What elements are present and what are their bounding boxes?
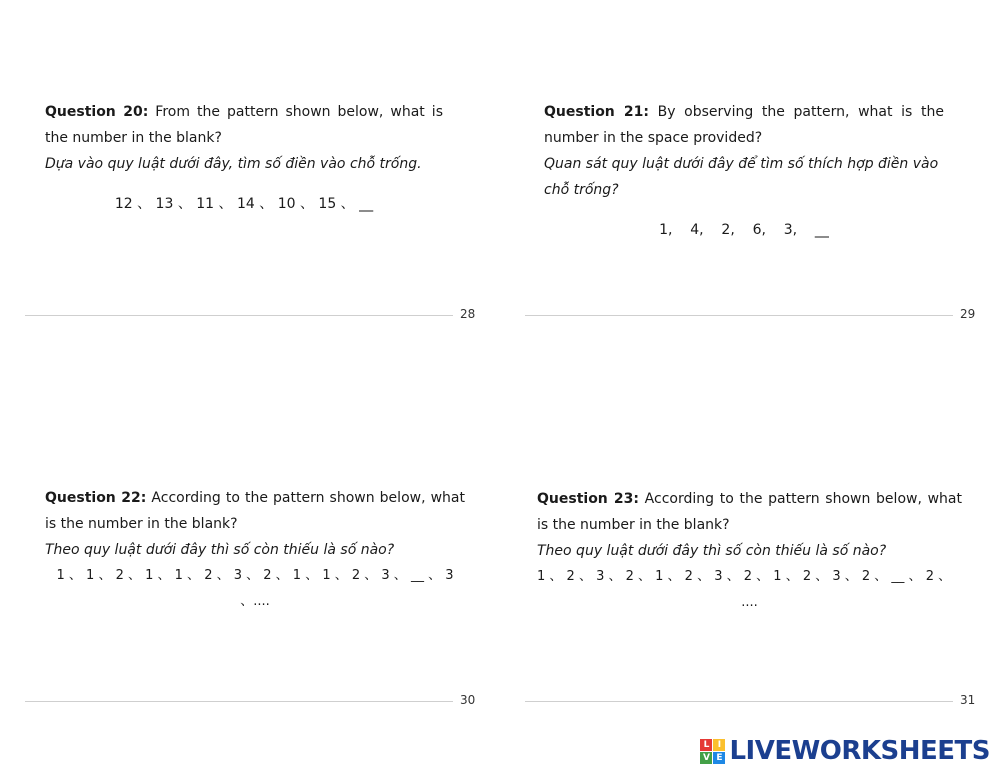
page-number: 31	[960, 693, 976, 707]
question-label: Question 21:	[544, 104, 649, 120]
question-label: Question 22:	[45, 490, 147, 506]
question-vietnamese: Theo quy luật dưới đây thì số còn thiếu là số nào?	[45, 542, 395, 558]
sequence-continuation: ....	[741, 595, 758, 610]
number-sequence: 1, 4, 2, 6, 3, __	[659, 222, 829, 238]
logo-letter: V	[700, 752, 712, 764]
page-divider	[25, 315, 453, 316]
liveworksheets-logo	[700, 735, 990, 767]
logo-letter: I	[713, 739, 725, 751]
question-vietnamese: Theo quy luật dưới đây thì số còn thiếu là số nào?	[537, 543, 887, 559]
question-vietnamese: Dựa vào quy luật dưới đây, tìm số điền vào chỗ trống.	[45, 156, 422, 172]
page-divider	[525, 701, 953, 702]
question-english: From the pattern shown below, what is the number in the blank?	[45, 104, 443, 146]
sequence-continuation: 、....	[240, 594, 270, 609]
question-text	[45, 485, 465, 537]
page-divider	[525, 315, 953, 316]
logo-letter: E	[713, 752, 725, 764]
question-text	[45, 99, 443, 151]
page-number: 28	[460, 307, 476, 321]
question-label: Question 23:	[537, 491, 639, 507]
question-21	[544, 99, 944, 243]
page-divider	[25, 701, 453, 702]
question-label: Question 20:	[45, 104, 149, 120]
page-number: 29	[960, 307, 976, 321]
logo-letter: L	[700, 739, 712, 751]
logo-mark	[700, 739, 725, 764]
question-text	[544, 99, 944, 151]
question-23	[537, 486, 962, 616]
page-number: 30	[460, 693, 476, 707]
number-sequence: 12 、 13 、 11 、 14 、 10 、 15 、 __	[114, 196, 374, 212]
question-text	[537, 486, 962, 538]
question-english: By observing the pattern, what is the number in the space provided?	[544, 104, 944, 146]
logo-text: LIVEWORKSHEETS	[729, 736, 990, 766]
number-sequence: 1 、 2 、 3 、 2 、 1 、 2 、 3 、 2 、 1 、 2 、 3 、 2 、 __ 、 2 、	[537, 569, 952, 584]
number-sequence: 1 、 1 、 2 、 1 、 1 、 2 、 3 、 2 、 1 、 1 、 2 、 3 、 __ 、 3	[56, 568, 454, 583]
question-english: According to the pattern shown below, what is the number in the blank?	[45, 490, 465, 532]
question-english: According to the pattern shown below, what is the number in the blank?	[537, 491, 962, 533]
question-22	[45, 485, 465, 615]
question-vietnamese: Quan sát quy luật dưới đây để tìm số thích hợp điền vào chỗ trống?	[544, 156, 939, 198]
question-20	[45, 99, 443, 217]
